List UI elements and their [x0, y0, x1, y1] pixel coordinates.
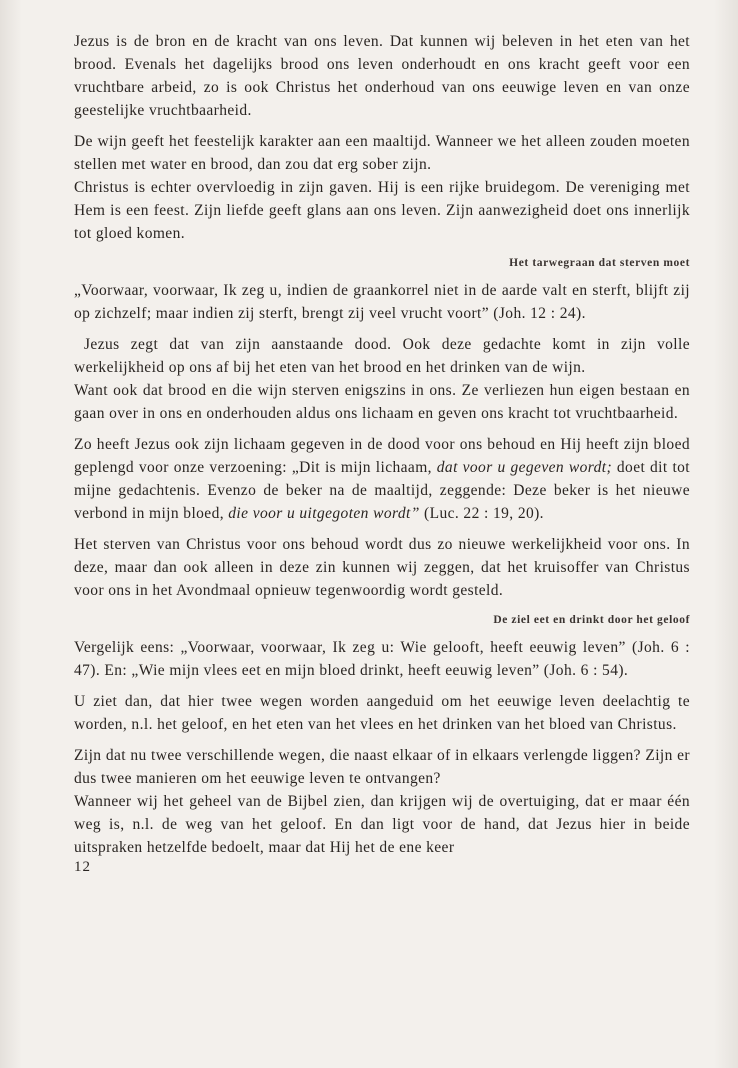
paragraph-8: Het sterven van Christus voor ons behoud wordt dus zo nieuwe werkelijkheid voor ons. In deze, maar dan ook alleen in deze zin kunnen wij zeggen, dat het kruisoffer van Christus voor ons in het Avondmaal opnieuw tegenwoordig wordt gesteld.	[74, 536, 690, 599]
paragraph-9: Vergelijk eens: „Voorwaar, voorwaar, Ik zeg u: Wie gelooft, heeft eeuwig leven” (Joh. 6 : 47). En: „Wie mijn vlees eet en mijn bloed drinkt, heeft eeuwig leven” (Joh. 6 : 54).	[74, 639, 690, 679]
paragraph-7-text-e: (Luc. 22 : 19, 20).	[419, 505, 544, 522]
paragraph-7-italic-b: dat voor u gegeven wordt;	[436, 459, 613, 476]
paragraph-11: Zijn dat nu twee verschillende wegen, die naast elkaar of in elkaars verlengde liggen? Zijn er dus twee manieren om het eeuwige leven te ontvangen?	[74, 747, 690, 787]
paragraph-6: Want ook dat brood en die wijn sterven enigszins in ons. Ze verliezen hun eigen bestaan en gaan over in ons en onderhouden aldus ons lichaam en geven ons kracht tot vruchtbaarheid.	[74, 382, 690, 422]
paragraph-4: „Voorwaar, voorwaar, Ik zeg u, indien de graankorrel niet in de aarde valt en sterft, blijft zij op zichzelf; maar indien zij sterft, brengt zij veel vrucht voort” (Joh. 12 : 24).	[74, 282, 690, 322]
paragraph-7-text-a: Zo heeft Jezus ook zijn lichaam gegeven in de dood voor ons behoud en Hij heeft zijn bloed geplengd voor onze verzoening: „Dit is mijn lichaam,	[74, 436, 690, 476]
book-page	[74, 30, 690, 876]
paragraph-7	[74, 433, 690, 525]
paragraph-1: Jezus is de bron en de kracht van ons leven. Dat kunnen wij beleven in het eten van het brood. Evenals het dagelijks brood ons leven onderhoudt en ons kracht geeft voor een vruchtbare arbeid, zo is ook Christus het onderhoud van ons eeuwige leven en van onze geestelijke vruchtbaarheid.	[74, 33, 690, 119]
paragraph-10: U ziet dan, dat hier twee wegen worden aangeduid om het eeuwige leven deelachtig te worden, n.l. het geloof, en het eten van het vlees en het drinken van het bloed van Christus.	[74, 693, 690, 733]
page-edge-right	[714, 0, 738, 1068]
page-number: 12	[74, 859, 91, 875]
paragraph-5: Jezus zegt dat van zijn aanstaande dood. Ook deze gedachte komt in zijn volle werkelijkheid op ons af bij het eten van het brood en het drinken van de wijn.	[74, 336, 690, 376]
paragraph-7-text-c: doet dit tot mijne gedachtenis. Evenzo de beker na de maaltijd, zeggende: Deze beker is het nieuwe verbond in mijn bloed,	[74, 459, 691, 522]
paragraph-2: De wijn geeft het feestelijk karakter aan een maaltijd. Wanneer we het alleen zouden moeten stellen met water en brood, dan zou dat erg sober zijn.	[74, 133, 690, 173]
paragraph-3: Christus is echter overvloedig in zijn gaven. Hij is een rijke bruidegom. De vereniging met Hem is een feest. Zijn liefde geeft glans aan ons leven. Zijn aanwezigheid doet ons innerlijk tot gloed komen.	[74, 179, 690, 242]
section-heading-tarwegraan: Het tarwegraan dat sterven moet	[509, 257, 690, 269]
section-heading-ziel: De ziel eet en drinkt door het geloof	[493, 614, 690, 626]
paragraph-7-italic-d: die voor u uitgegoten wordt”	[228, 505, 420, 522]
page-edge-left	[0, 0, 22, 1068]
paragraph-12: Wanneer wij het geheel van de Bijbel zien, dan krijgen wij de overtuiging, dat er maar één weg is, n.l. de weg van het geloof. En dan ligt voor de hand, dat Jezus hier in beide uitspraken hetzelfde bedoelt, maar dat Hij het de ene keer	[74, 793, 690, 856]
